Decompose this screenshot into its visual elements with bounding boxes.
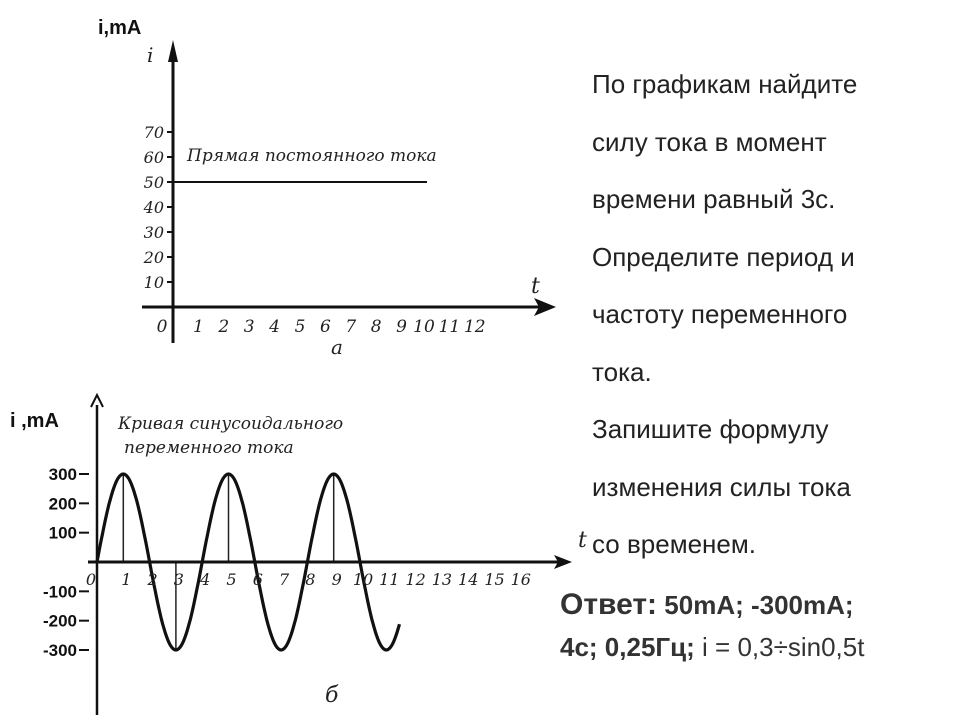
chart-b-y-label: i ,mA xyxy=(10,410,59,432)
chart-b-x-tick-label: 12 xyxy=(405,570,426,589)
chart-b-x-tick-label: 16 xyxy=(510,570,531,589)
chart-b-y-tick-label: -300 xyxy=(42,641,77,660)
answer-formula: i = 0,3÷sin0,5t xyxy=(702,632,865,662)
answer-period-frequency: 4с; 0,25Гц; xyxy=(560,632,695,662)
chart-a-y-tick-label: 40 xyxy=(143,198,164,217)
chart-b-x-tick-label: 4 xyxy=(200,570,211,589)
answer-line-2 xyxy=(560,626,955,668)
chart-b-x-tick-label: 2 xyxy=(147,570,158,589)
chart-a-x-tick-label: 3 xyxy=(243,317,255,337)
constant-current-chart xyxy=(0,0,560,380)
chart-b-y-tick-label: -200 xyxy=(42,611,77,631)
chart-a-x-tick-label: 10 xyxy=(413,317,435,337)
chart-a-y-tick-label: 50 xyxy=(143,173,164,192)
chart-a-y-tick-label: 60 xyxy=(143,148,164,167)
chart-a-x-tick-label: 5 xyxy=(294,317,306,337)
chart-b-x-tick-label: 1 xyxy=(121,570,132,589)
chart-b-x-tick-label: 8 xyxy=(305,570,316,589)
chart-a-y-arrow xyxy=(168,40,178,62)
chart-b-x-tick-label: 15 xyxy=(484,570,505,589)
chart-b-x-tick-label: 10 xyxy=(352,570,374,589)
chart-a-x-tick-label: 0 xyxy=(156,317,168,337)
task-line: изменения силы тока xyxy=(592,471,851,502)
task-line: Запишите формулу xyxy=(592,414,829,444)
chart-b-x-label: t xyxy=(578,528,587,553)
answer-values: 50mA; -300mA; xyxy=(664,590,854,620)
chart-a-y-tick-label: 10 xyxy=(143,273,164,292)
chart-a-x-tick-label: 6 xyxy=(319,317,331,337)
task-line: со временем. xyxy=(592,529,756,559)
chart-a-title: Прямая постоянного тока xyxy=(187,146,437,166)
answer-label: Ответ: xyxy=(560,588,658,621)
sine-current-chart xyxy=(0,385,587,720)
chart-b-x-tick-label: 6 xyxy=(252,570,263,589)
chart-b-y-tick-label: -100 xyxy=(42,582,77,602)
chart-b-x-tick-label: 7 xyxy=(279,570,290,589)
chart-a-y-tick-label: 70 xyxy=(143,123,164,142)
chart-a-x-tick-label: 4 xyxy=(269,317,281,337)
chart-a-caption: а xyxy=(331,335,343,359)
task-line: По графикам найдите xyxy=(592,69,858,99)
chart-b-y-tick-label: 200 xyxy=(48,494,77,514)
chart-b-x-tick-label: 5 xyxy=(226,570,237,589)
chart-a-y-label: i xyxy=(147,43,154,67)
chart-a-y-tick-label: 30 xyxy=(143,223,164,242)
task-line: силу тока в момент xyxy=(592,126,827,157)
chart-a-x-tick-label: 2 xyxy=(218,317,230,337)
chart-b-x-tick-label: 9 xyxy=(331,570,342,589)
task-line: частоту переменного xyxy=(592,299,848,329)
chart-a-x-tick-label: 9 xyxy=(396,317,408,337)
chart-b-y-tick-label: 100 xyxy=(48,523,77,543)
chart-a-x-tick-label: 1 xyxy=(192,317,204,337)
chart-b-x-tick-label: 14 xyxy=(458,570,479,589)
chart-a-y-tick-label: 20 xyxy=(143,248,164,267)
answer-block xyxy=(560,584,955,668)
task-line: тока. xyxy=(592,356,652,387)
chart-b-y-tick-label: 300 xyxy=(48,465,77,484)
chart-a-x-tick-label: 12 xyxy=(463,317,486,337)
chart-b-title-line1: Кривая синусоидального xyxy=(118,414,344,434)
chart-b-caption: б xyxy=(325,683,339,708)
task-line: Определите период и xyxy=(592,241,855,272)
chart-a-x-tick-label: 8 xyxy=(370,317,382,337)
chart-b-x-tick-label: 13 xyxy=(431,570,453,589)
chart-a-y-label-unit: i,mA xyxy=(98,17,142,39)
task-text xyxy=(592,56,932,574)
chart-a-x-tick-label: 7 xyxy=(345,317,357,337)
chart-a-x-tick-label: 11 xyxy=(438,317,461,337)
chart-b-x-tick-label: 0 xyxy=(85,570,97,589)
chart-b-title-line2: переменного тока xyxy=(124,438,294,458)
chart-a-x-label: t xyxy=(531,274,540,299)
task-line: времени равный 3с. xyxy=(592,184,836,214)
chart-b-x-tick-label: 3 xyxy=(173,570,184,589)
chart-b-x-tick-label: 11 xyxy=(379,570,400,589)
answer-line-1 xyxy=(560,584,955,626)
